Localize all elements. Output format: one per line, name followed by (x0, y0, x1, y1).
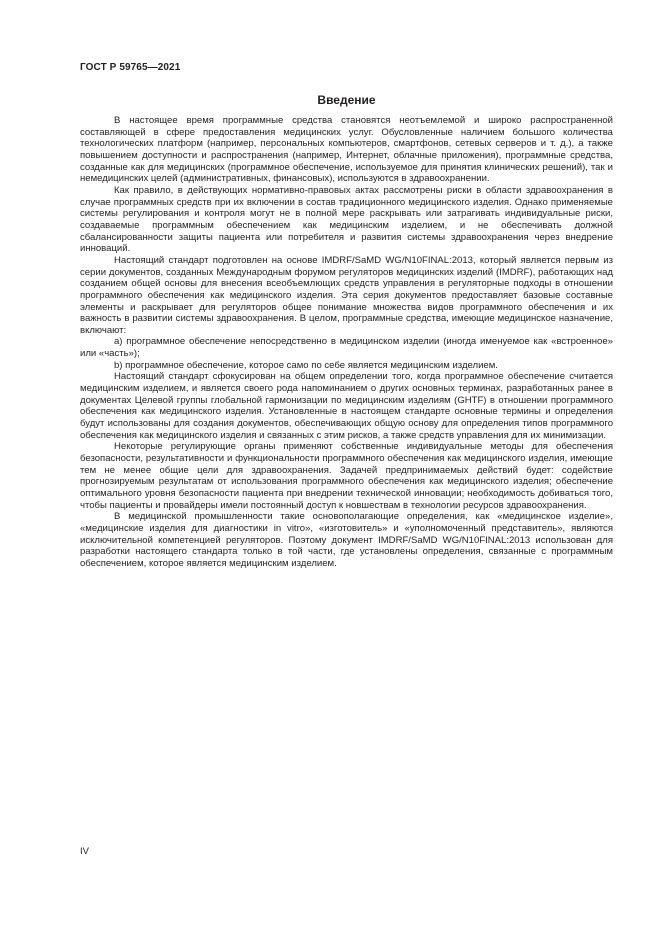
page-number: IV (80, 846, 89, 857)
paragraph: Как правило, в действующих нормативно-правовых актах рассмотрены риски в области здравоохранения в случае программных средств при их включении в состав традиционного медицинского изделия. Однако применяемые системы регулирования и контроля могут не в полной мере раскрывать или затрагивать индивидуальные риски, создаваемые программным обеспечением как медицинским изделием, и не обеспечивать должной сбалансированности защиты пациента или потребителя и развития системы здравоохранения через внедрение инноваций. (80, 184, 613, 255)
paragraph: Настоящий стандарт сфокусирован на общем определении того, когда программное обеспечение считается медицинским изделием, и является своего рода напоминанием о других основных терминах, разработанных ранее в документах Целевой группы глобальной гармонизации по медицинским изделиям (GHTF) в отношении программного обеспечения как медицинского изделия. Установленные в настоящем стандарте основные термины и определения будут использованы для создания документов, обеспечивающих общую основу для определения типов программного обеспечения как медицинского изделия и связанных с этим рисков, а также средств управления для их минимизации. (80, 371, 613, 441)
standard-code-header: ГОСТ Р 59765—2021 (80, 62, 181, 73)
introduction-body (80, 115, 613, 570)
paragraph: В настоящее время программные средства становятся неотъемлемой и широко распространенной составляющей в сфере предоставления медицинских услуг. Обусловленные наличием большого количества технологических платформ (например, персональных компьютеров, смартфонов, сетевых серверов и т. д.), а также повышением доступности и распространения (например, Интернет, облачные приложения), программные средства, созданные как для медицинских (программное обеспечение, используемое для принятия клинических решений), так и немедицинских целей (административных, финансовых), используются в здравоохранении. (80, 115, 613, 185)
list-item: b) программное обеспечение, которое само по себе является медицинским изделием. (114, 359, 498, 371)
paragraph: В медицинской промышленности такие основополагающие определения, как «медицинское изделие», «медицинские изделия для диагностики in vitro», «изготовитель» и «уполномоченный представитель», являются исключительной компетенцией регуляторов. Поэтому документ IMDRF/SaMD WG/N10FINAL:2013 использован для разработки настоящего стандарта только в той части, где установлены определения, связанные с программным обеспечением, которое является медицинским изделием. (80, 511, 613, 569)
paragraph: Некоторые регулирующие органы применяют собственные индивидуальные методы для обеспечения безопасности, результативности и функциональности программного обеспечения как медицинского изделия, имеющие тем не менее общие цели для здравоохранения. Задачей предпринимаемых действий будет: содействие прогнозируемым результатам от использования программного обеспечения как медицинского изделия; обеспечение оптимального уровня безопасности пациента при внедрении технической инновации; необходимость добиваться того, чтобы пациенты и провайдеры имели постоянный доступ к новшествам в технологии ресурсов здравоохранения. (80, 441, 613, 511)
list-item: а) программное обеспечение непосредственно в медицинском изделии (иногда именуемое как «встроенное» или «часть»); (80, 336, 613, 360)
section-title: Введение (317, 93, 376, 107)
paragraph: Настоящий стандарт подготовлен на основе IMDRF/SaMD WG/N10FINAL:2013, который является первым из серии документов, созданных Международным форумом регуляторов медицинских изделий (IMDRF), работающих над созданием общей основы для внесения всеобъемлющих средств управления в регуляторные подходы в отношении программного обеспечения как медицинского изделия. Эта серия документов предоставляет базовые составные элементы и раскрывает для регуляторов общее понимание множества видов программного обеспечения и их важность в развитии системы здравоохранения. В целом, программные средства, имеющие медицинское назначение, включают: (80, 254, 613, 336)
